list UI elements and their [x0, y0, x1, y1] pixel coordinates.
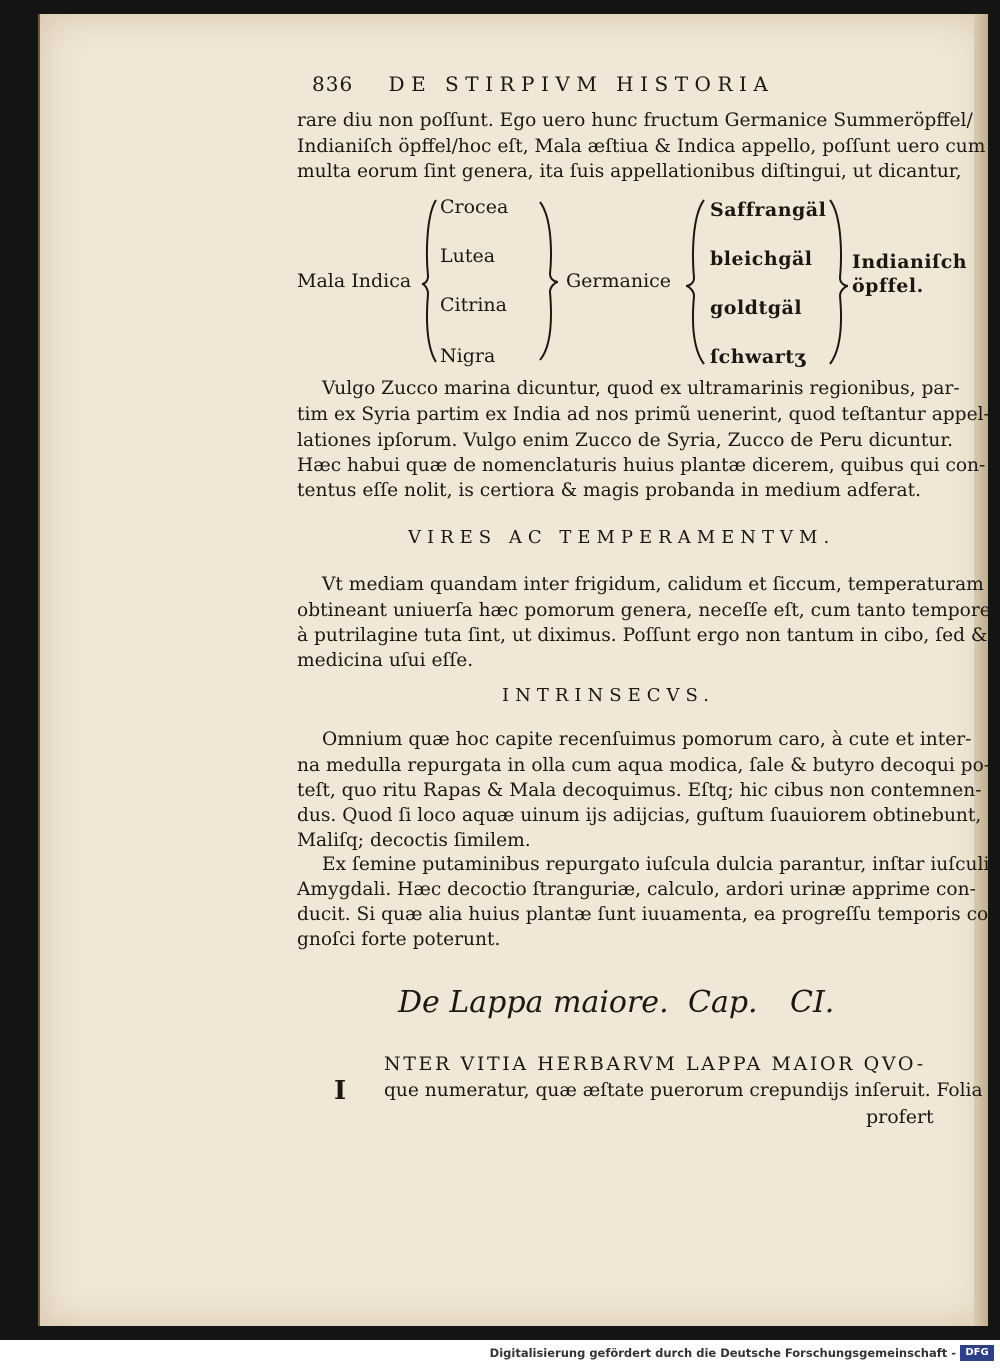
german-name: ſchwartʒ: [710, 346, 806, 368]
chapter-cap: Cap.: [688, 985, 758, 1020]
left-open-brace: [418, 196, 440, 366]
text-line: medicina uſui eſſe.: [297, 650, 474, 671]
catchword: profert: [866, 1106, 934, 1128]
right-close-brace: [826, 196, 852, 368]
table-right-label-2: öpffel.: [852, 275, 924, 297]
footer-credit: Digitalisierung gefördert durch die Deutsche Forschungsgemeinschaft -: [489, 1346, 956, 1360]
table-right-label-1: Indianiſch: [852, 251, 968, 273]
chapter-caps-line: NTER VITIA HERBARVM LAPPA MAIOR QVO-: [384, 1053, 926, 1075]
text-line: Amygdali. Hæc decoctio ſtranguriæ, calculo, ardori urinæ apprime con-: [297, 879, 976, 900]
drop-initial: I: [334, 1076, 347, 1106]
text-line: Vulgo Zucco marina dicuntur, quod ex ultramarinis regionibus, par-: [322, 378, 960, 399]
german-name: bleichgäl: [710, 248, 813, 270]
text-line: que numeratur, quæ æſtate puerorum crepundijs inſeruit. Folia: [384, 1080, 983, 1101]
text-line: Maliſq; decoctis ſimilem.: [297, 830, 531, 851]
text-line: Ex ſemine putaminibus repurgato iuſcula dulcia parantur, inſtar iuſculi: [322, 854, 990, 875]
text-line: multa eorum ſint genera, ita ſuis appellationibus diſtingui, ut dicantur,: [297, 161, 962, 182]
german-name: goldtgäl: [710, 297, 803, 319]
text-line: Omnium quæ hoc capite recenſuimus pomorum caro, à cute et inter-: [322, 729, 972, 750]
text-line: rare diu non poſſunt. Ego uero hunc fructum Germanice Summeröpffel/: [297, 110, 973, 131]
page-number: 836: [312, 72, 354, 96]
running-title: DE STIRPIVM HISTORIA: [388, 72, 775, 96]
latin-name: Lutea: [440, 245, 496, 267]
table-left-label: Mala Indica: [297, 270, 412, 292]
german-name: Saffrangäl: [710, 199, 827, 221]
text-line: ducit. Si quæ alia huius plantæ ſunt iuuamenta, ea progreſſu temporis co-: [297, 904, 995, 925]
latin-name: Citrina: [440, 294, 507, 316]
dfg-logo-icon: DFG: [960, 1345, 994, 1361]
chapter-number: CI.: [790, 985, 835, 1020]
text-line: tim ex Syria partim ex India ad nos primũ uenerint, quod teſtantur appel-: [297, 404, 990, 425]
section-heading: VIRES AC TEMPERAMENTVM.: [408, 527, 836, 548]
page-fore-edge: [974, 14, 988, 1326]
text-line: Vt mediam quandam inter frigidum, calidum et ſiccum, temperaturam: [322, 574, 984, 595]
text-line: lationes ipſorum. Vulgo enim Zucco de Syria, Zucco de Peru dicuntur.: [297, 430, 954, 451]
text-line: gnoſci forte poterunt.: [297, 929, 501, 950]
chapter-title: De Lappa maiore.: [398, 985, 669, 1020]
digitization-footer: [0, 1340, 1000, 1368]
text-line: Hæc habui quæ de nomenclaturis huius plantæ dicerem, quibus qui con-: [297, 455, 986, 476]
text-line: teſt, quo ritu Rapas & Mala decoquimus. Eſtq; hic cibus non contemnen-: [297, 780, 982, 801]
text-line: dus. Quod ſi loco aquæ uinum ijs adijcias, guſtum ſuauiorem obtinebunt,: [297, 805, 982, 826]
latin-name: Nigra: [440, 345, 496, 367]
table-middle-label: Germanice: [566, 270, 672, 292]
text-line: tentus eſſe nolit, is certiora & magis probanda in medium adferat.: [297, 480, 921, 501]
text-line: obtineant uniuerſa hæc pomorum genera, neceſſe eſt, cum tanto tempore: [297, 600, 991, 621]
right-open-brace: [684, 196, 708, 368]
section-heading: INTRINSECVS.: [502, 685, 715, 706]
text-line: na medulla repurgata in olla cum aqua modica, ſale & butyro decoqui po-: [297, 755, 991, 776]
running-head: [312, 72, 774, 96]
left-close-brace: [536, 198, 562, 364]
text-line: Indianiſch öpffel/hoc eſt, Mala æſtiua & Indica appello, poſſunt uero cum: [297, 136, 986, 157]
text-line: à putrilagine tuta ſint, ut diximus. Poſſunt ergo non tantum in cibo, ſed &: [297, 625, 988, 646]
latin-name: Crocea: [440, 196, 509, 218]
